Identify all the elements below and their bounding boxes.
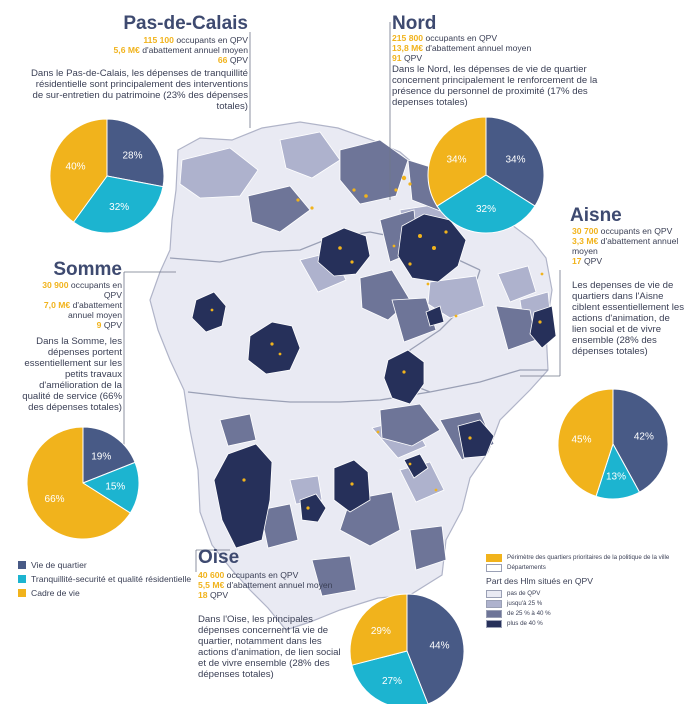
pie-oise-label-2: 29%: [370, 626, 391, 638]
nord-stats: 215 800 occupants en QPV 13,8 M€ d'abattement annuel moyen 91 QPV: [392, 33, 532, 63]
legend-departements: Départements: [486, 564, 686, 572]
somme-description: Dans la Somme, les dépenses portent essentiellement sur les petits travaux d'amélioration de la qualité de service (66% des dépenses totales): [22, 336, 122, 413]
pie-pas-de-calais-label-0: 28%: [122, 150, 143, 162]
somme-title: Somme: [53, 259, 122, 280]
pie-nord-label-1: 32%: [475, 204, 497, 216]
oise-stats: 40 600 occupants en QPV 5,5 M€ d'abattement annuel moyen 18 QPV: [198, 570, 333, 600]
aisne-title: Aisne: [570, 205, 622, 226]
swatch-tranquillite: [18, 575, 26, 583]
legend-cadre-vie: Cadre de vie: [18, 588, 208, 598]
pie-pas-de-calais-label-1: 32%: [109, 202, 130, 214]
map-legend: [486, 554, 686, 630]
nord-description: Dans le Nord, les dépenses de vie de quartier concernent principalement le renforcement de la présence du personnel de proximité (17% des depenses totales): [392, 64, 598, 108]
swatch-perimetre: [486, 554, 502, 562]
pie-somme-label-0: 19%: [91, 451, 112, 463]
swatch-de-25-40: [486, 610, 502, 618]
pie-oise-label-0: 44%: [429, 640, 450, 652]
aisne-description: Les depenses de vie de quartiers dans l'Aisne ciblent essentiellement les actions d'animation, de lien social et de vivre ensemble (28% des dépenses totales): [572, 280, 684, 357]
swatch-plus-40: [486, 620, 502, 628]
pie-nord-label-2: 34%: [446, 154, 467, 166]
pas-de-calais-title: Pas-de-Calais: [123, 13, 248, 34]
aisne-stats: 30 700 occupants en QPV 3,3 M€ d'abattement annuel moyen 17 QPV: [572, 226, 679, 266]
legend-plus-40: plus de 40 %: [486, 620, 686, 628]
pas-de-calais-description: Dans le Pas-de-Calais, les dépenses de tranquillité résidentielle sont principalement des interventions de sur-entretien du patrimoine (23% des dépenses totales): [30, 68, 248, 112]
pie-pas-de-calais-label-2: 40%: [65, 161, 86, 173]
pie-somme-label-1: 15%: [105, 481, 126, 493]
legend-pas-qpv: pas de QPV: [486, 590, 686, 598]
legend-de-25-40: de 25 % à 40 %: [486, 610, 686, 618]
swatch-jusqua-25: [486, 600, 502, 608]
pie-nord-label-0: 34%: [505, 154, 526, 166]
swatch-vie-quartier: [18, 561, 26, 569]
oise-description: Dans l'Oise, les principales dépenses concernent la vie de quartier, notamment dans les actions d'animation, de lien social et de vivre ensemble (28% des dépenses totales): [198, 614, 341, 680]
legend-vie-quartier: Vie de quartier: [18, 560, 208, 570]
swatch-departements: [486, 564, 502, 572]
nord-title: Nord: [392, 13, 437, 34]
somme-stats: 30 900 occupants en QPV 7,0 M€ d'abattement annuel moyen 9 QPV: [42, 280, 122, 330]
legend-title: Part des Hlm situés en QPV: [486, 576, 593, 586]
pie-somme-label-2: 66%: [44, 494, 65, 506]
pie-oise-label-1: 27%: [381, 675, 402, 687]
pie-aisne-label-0: 42%: [633, 431, 654, 443]
swatch-cadre-vie: [18, 589, 26, 597]
legend-tranquillite: Tranquillité-securité et qualité résidentielle: [18, 574, 208, 584]
legend-perimetre: Périmètre des quartiers prioritaires de la politique de la ville: [486, 554, 686, 562]
swatch-pas-qpv: [486, 590, 502, 598]
legend-jusqua-25: jusqu'à 25 %: [486, 600, 686, 608]
pie-aisne-label-1: 13%: [605, 471, 627, 483]
pie-legend: [18, 560, 208, 602]
pas-de-calais-stats: 115 100 occupants en QPV 5,6 M€ d'abattement annuel moyen 66 QPV: [113, 35, 248, 65]
oise-title: Oise: [198, 547, 240, 568]
pie-aisne-label-2: 45%: [571, 434, 592, 446]
